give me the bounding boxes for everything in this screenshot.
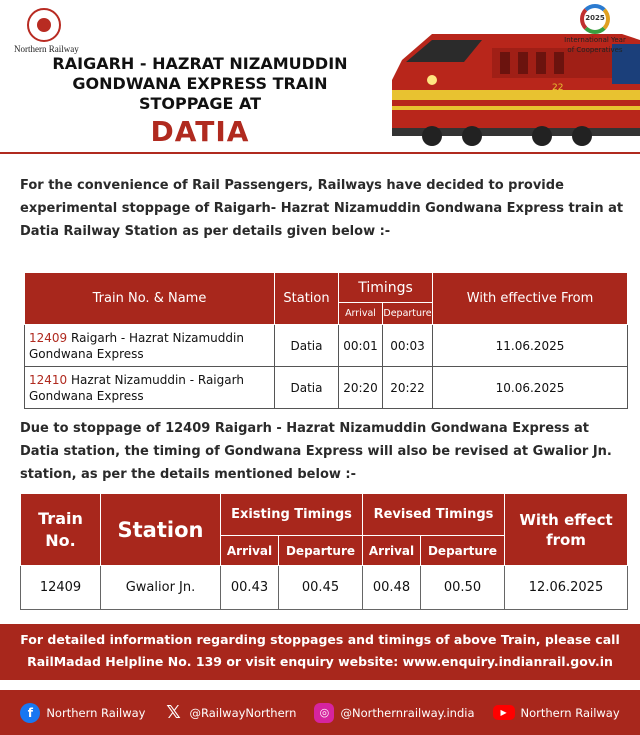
station-cell: Gwalior Jn. [101,566,221,610]
page-title [50,54,350,148]
header-divider [0,152,640,154]
title-line-3: STOPPAGE AT [138,94,262,113]
helpline-line-2: RailMadad Helpline No. 139 or visit enquiry website: www.enquiry.indianrail.gov.in [27,654,613,669]
col-timings: Timings [339,273,433,303]
loco-number: 22 [552,83,564,93]
train-name-cell [25,325,275,367]
instagram-icon: ◎ [314,703,334,723]
col-existing-arrival: Arrival [221,536,279,566]
train-number: 12409 [29,330,68,345]
instagram-handle: @Northernrailway.india [340,705,475,720]
cooperatives-logo [560,4,630,54]
train-name: Hazrat Nizamuddin - Raigarh [67,372,244,387]
col-departure: Departure [383,303,433,325]
train-number: 12410 [29,372,68,387]
youtube-icon: ▶ [493,705,515,720]
title-line-1: RAIGARH - HAZRAT NIZAMUDDIN [52,54,348,73]
train-name-cell [25,367,275,409]
train-name-line-2: Gondwana Express [29,388,144,403]
intro-paragraph: For the convenience of Rail Passengers, Railways have decided to provide experimental stoppage of Raigarh- Hazrat Nizamuddin Gondwana Express train at Datia Railway Station as per details given below :- [20,178,624,239]
coop-text-2: of Cooperatives [567,46,623,54]
col-existing-departure: Departure [279,536,363,566]
instagram-link[interactable] [314,703,474,723]
station-cell: Datia [275,367,339,409]
helpline-line-1: For detailed information regarding stoppages and timings of above Train, please call [20,632,620,647]
stoppage-table [24,272,628,409]
departure-cell: 20:22 [383,367,433,409]
youtube-link[interactable] [493,705,620,720]
revised-departure-cell: 00.50 [421,566,505,610]
social-bar [0,690,640,735]
table-row [21,566,628,610]
train-name: Raigarh - Hazrat Nizamuddin [67,330,244,345]
col-effective: With effective From [433,273,628,325]
col-station: Station [275,273,339,325]
col-station: Station [101,494,221,566]
title-station: DATIA [150,115,250,148]
coop-year: 2025 [585,14,605,22]
col-revised-departure: Departure [421,536,505,566]
facebook-icon: f [20,703,40,723]
col-arrival: Arrival [339,303,383,325]
facebook-link[interactable] [20,703,145,723]
effective-cell: 11.06.2025 [433,325,628,367]
col-revised-timings: Revised Timings [363,494,505,536]
arrival-cell: 00:01 [339,325,383,367]
col-existing-timings: Existing Timings [221,494,363,536]
effective-date-cell: 12.06.2025 [505,566,628,610]
existing-departure-cell: 00.45 [279,566,363,610]
x-link[interactable] [163,703,296,723]
table-row [25,325,628,367]
revised-arrival-cell: 00.48 [363,566,421,610]
title-line-2: GONDWANA EXPRESS TRAIN [72,74,328,93]
x-handle: @RailwayNorthern [189,705,297,720]
effective-cell: 10.06.2025 [433,367,628,409]
x-icon: 𝕏 [166,702,181,723]
northern-railway-logo [14,8,79,54]
col-train-no: Train No. [21,494,101,566]
facebook-handle: Northern Railway [46,705,146,720]
station-cell: Datia [275,325,339,367]
departure-cell: 00:03 [383,325,433,367]
railway-seal-icon [27,8,61,42]
header [0,0,640,152]
logo-text: Northern Railway [14,44,79,54]
revision-paragraph: Due to stoppage of 12409 Raigarh - Hazrat Nizamuddin Gondwana Express at Datia station, the timing of Gondwana Express will also be revised at Gwalior Jn. station, as per the details mentioned below :- [20,421,612,482]
col-revised-arrival: Arrival [363,536,421,566]
col-effect-from: With effect from [505,494,628,566]
existing-arrival-cell: 00.43 [221,566,279,610]
train-number-cell: 12409 [21,566,101,610]
helpline-banner [0,624,640,680]
youtube-handle: Northern Railway [520,705,620,720]
col-train: Train No. & Name [25,273,275,325]
table-row [25,367,628,409]
cooperatives-ring-icon [580,4,610,34]
coop-text-1: International Year [564,36,626,44]
train-name-line-2: Gondwana Express [29,346,144,361]
revised-timing-table [20,493,628,610]
arrival-cell: 20:20 [339,367,383,409]
